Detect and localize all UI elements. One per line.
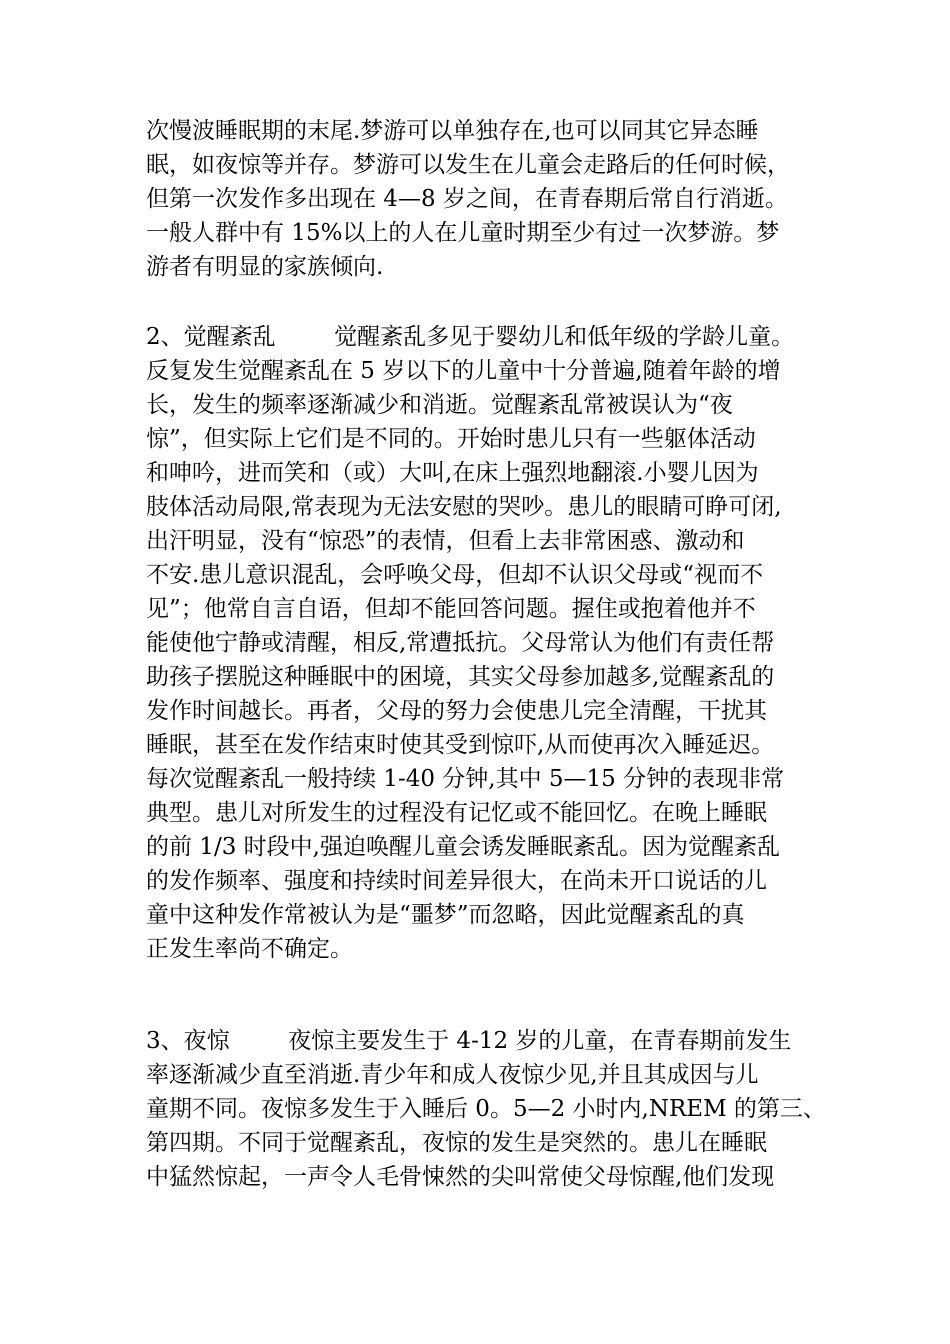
text-line: 能使他宁静或清醒，相反,常遭抵抗。父母常认为他们有责任帮 — [146, 630, 775, 656]
text-line: 和呻吟，进而笑和（或）大叫,在床上强烈地翻滚.小婴儿因为 — [146, 460, 759, 486]
text-line: 见”；他常自言自语，但却不能回答问题。握住或抱着他并不 — [146, 596, 756, 622]
paragraph-night-terrors — [146, 1024, 826, 1194]
text-line: 典型。患儿对所发生的过程没有记忆或不能回忆。在晚上睡眠 — [146, 800, 767, 826]
text-line: 惊”，但实际上它们是不同的。开始时患儿只有一些躯体活动 — [146, 426, 756, 452]
text-line: 童期不同。夜惊多发生于入睡后 0。5—2 小时内,NREM 的第三、 — [146, 1096, 826, 1122]
paragraph-sleepwalking — [146, 114, 826, 284]
text-line: 但第一次发作多出现在 4—8 岁之间，在青春期后常自行消逝。 — [146, 186, 788, 212]
text-line: 每次觉醒紊乱一般持续 1-40 分钟,其中 5—15 分钟的表现非常 — [146, 766, 785, 792]
text-line: 出汗明显，没有“惊恐”的表情，但看上去非常困惑、激动和 — [146, 528, 745, 554]
text-line: 第四期。不同于觉醒紊乱，夜惊的发生是突然的。患儿在睡眠 — [146, 1130, 767, 1156]
text-line: 发作时间越长。再者，父母的努力会使患儿完全清醒，干扰其 — [146, 698, 767, 724]
text-line: 不安.患儿意识混乱，会呼唤父母，但却不认识父母或“视而不 — [146, 562, 764, 588]
text-line: 的发作频率、强度和持续时间差异很大，在尚未开口说话的儿 — [146, 868, 767, 894]
text-line: 正发生率尚不确定。 — [146, 936, 353, 962]
text-line: 次慢波睡眠期的末尾.梦游可以单独存在,也可以同其它异态睡 — [146, 118, 759, 144]
text-line: 率逐渐减少直至消逝.青少年和成人夜惊少见,并且其成因与儿 — [146, 1062, 759, 1088]
text-line: 中猛然惊起，一声令人毛骨悚然的尖叫常使父母惊醒,他们发现 — [146, 1164, 775, 1190]
text-line: 长，发生的频率逐渐减少和消逝。觉醒紊乱常被误认为“夜 — [146, 392, 733, 418]
text-line: 的前 1/3 时段中,强迫唤醒儿童会诱发睡眠紊乱。因为觉醒紊乱 — [146, 834, 780, 860]
text-line: 3、夜惊 夜惊主要发生于 4-12 岁的儿童，在青春期前发生 — [146, 1028, 792, 1054]
text-line: 睡眠，甚至在发作结束时使其受到惊吓,从而使再次入睡延迟。 — [146, 732, 775, 758]
text-line: 肢体活动局限,常表现为无法安慰的哭吵。患儿的眼睛可睁可闭, — [146, 494, 782, 520]
text-line: 游者有明显的家族倾向. — [146, 254, 384, 280]
text-line: 一般人群中有 15%以上的人在儿童时期至少有过一次梦游。梦 — [146, 220, 780, 246]
text-line: 助孩子摆脱这种睡眠中的困境，其实父母参加越多,觉醒紊乱的 — [146, 664, 775, 690]
paragraph-arousal-disorder — [146, 320, 826, 966]
text-line: 童中这种发作常被认为是“噩梦”而忽略，因此觉醒紊乱的真 — [146, 902, 745, 928]
text-line: 眠，如夜惊等并存。梦游可以发生在儿童会走路后的任何时候， — [146, 152, 790, 178]
text-line: 反复发生觉醒紊乱在 5 岁以下的儿童中十分普遍,随着年龄的增 — [146, 358, 781, 384]
text-line: 2、觉醒紊乱 觉醒紊乱多见于婴幼儿和低年级的学龄儿童。 — [146, 324, 795, 350]
